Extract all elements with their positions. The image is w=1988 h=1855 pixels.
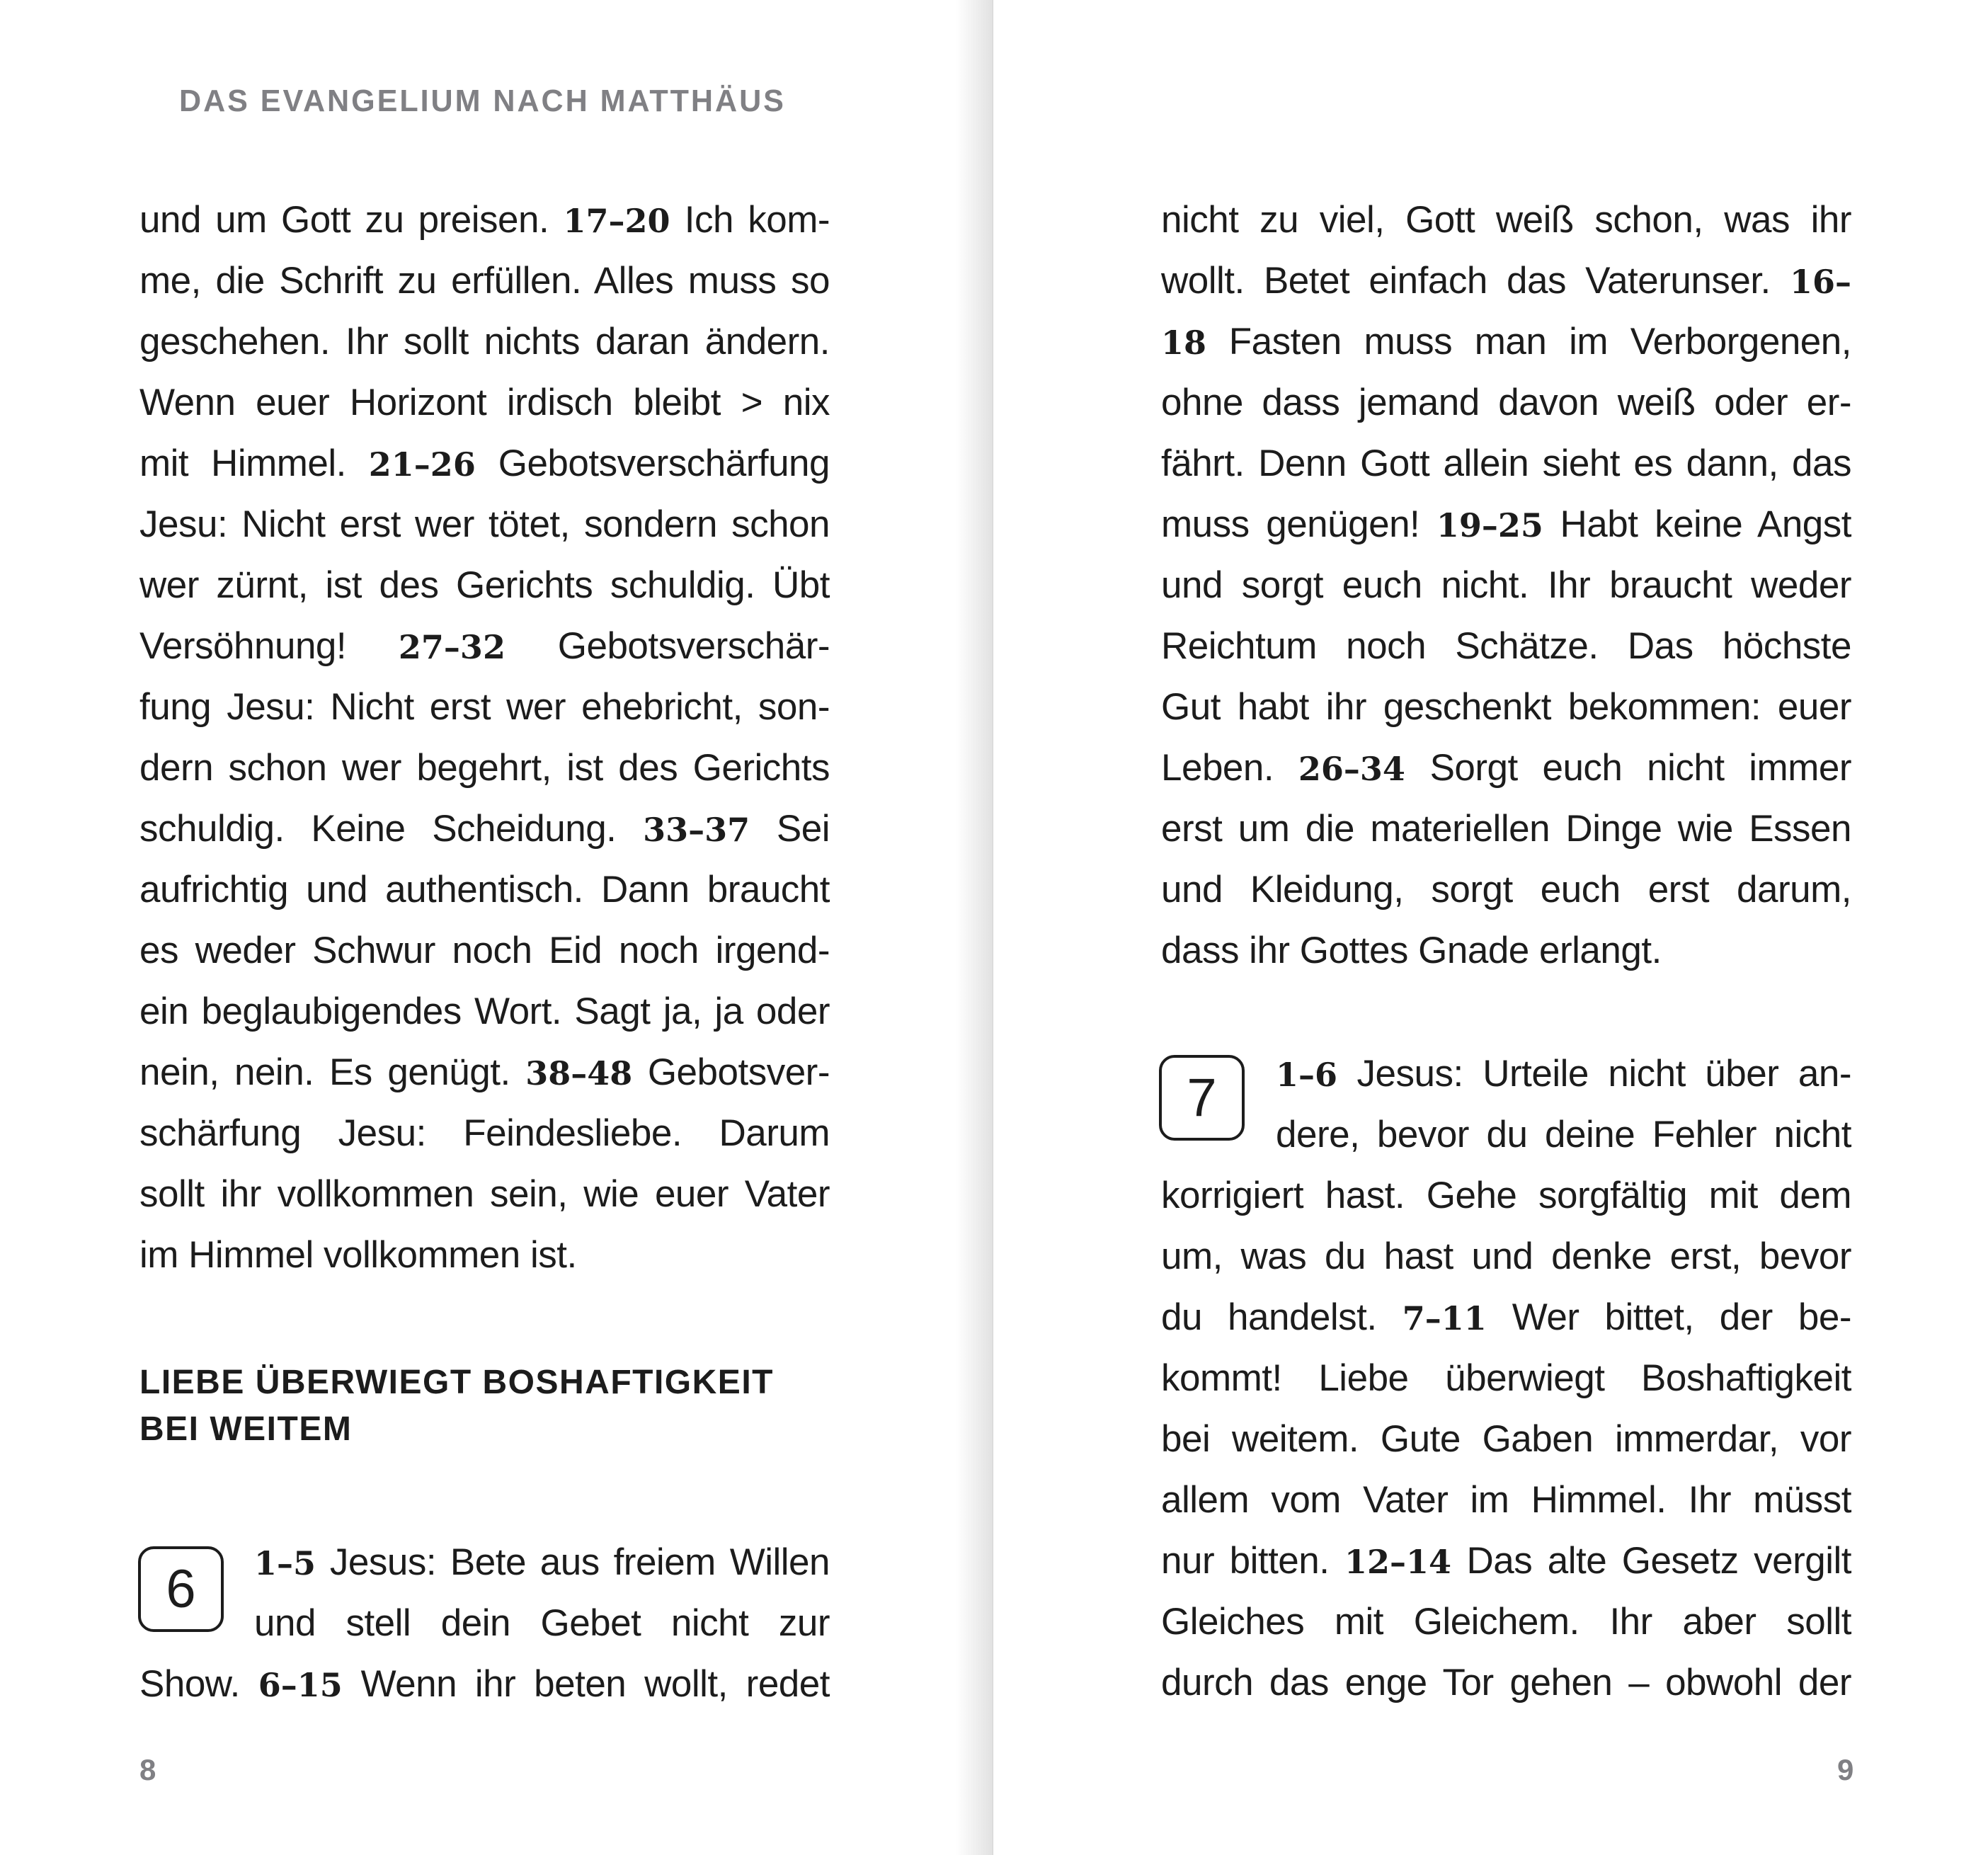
text-run: Sorgt euch nicht immer [1405, 747, 1851, 789]
text-run: wer zürnt, ist des Gerichts schuldig. Übt [139, 564, 830, 606]
text-run: nur bitten. [1161, 1540, 1344, 1582]
text-run: fung Jesu: Nicht erst wer ehebricht, son- [139, 686, 830, 728]
verse-number: 38–48 [525, 1054, 633, 1092]
verse-number: 33–37 [643, 811, 750, 849]
text-run: nicht zu viel, Gott weiß schon, was ihr [1161, 199, 1851, 241]
text-line [139, 860, 830, 920]
text-run: Reichtum noch Schätze. Das höchste [1161, 625, 1851, 667]
text-line [139, 1654, 830, 1715]
text-run: me, die Schrift zu erfüllen. Alles muss so [139, 260, 830, 302]
text-line [1161, 1165, 1851, 1226]
text-line [1161, 1531, 1851, 1592]
verse-number: 7–11 [1402, 1299, 1487, 1337]
verse-number: 26–34 [1298, 750, 1405, 788]
text-line [1161, 372, 1851, 433]
text-line [1161, 312, 1851, 372]
text-line [139, 1103, 830, 1164]
text-line [139, 494, 830, 555]
left-page [0, 0, 993, 1855]
text-run: sollt ihr vollkommen sein, wie euer Vater [139, 1173, 830, 1215]
text-line [1161, 677, 1851, 738]
text-run: Wenn euer Horizont irdisch bleibt > nix [139, 382, 830, 423]
section-heading-line-2: BEI WEITEM [139, 1410, 353, 1448]
text-line [1161, 799, 1851, 860]
text-run: Gebotsverschärfung [475, 443, 830, 484]
page-number: 9 [1837, 1753, 1854, 1786]
text-line [139, 738, 830, 799]
text-run: ohne dass jemand davon weiß oder er- [1161, 382, 1851, 423]
text-run: mit Himmel. [139, 443, 369, 484]
verse-number: 21–26 [368, 445, 476, 484]
text-line [1161, 494, 1851, 555]
running-head: DAS EVANGELIUM NACH MATTHÄUS [179, 84, 786, 118]
text-line [139, 251, 830, 312]
chapter-number: 7 [1187, 1068, 1217, 1128]
text-run: Fasten muss man im Verborgenen, [1206, 321, 1851, 363]
text-run: Jesu: Nicht erst wer tötet, sondern schon [139, 503, 830, 545]
text-run: Wenn ihr beten wollt, redet [342, 1663, 830, 1705]
text-line [1161, 1470, 1851, 1531]
text-line [139, 1042, 830, 1103]
text-line [1161, 190, 1851, 251]
text-run: aufrichtig und authentisch. Dann braucht [139, 869, 830, 911]
text-line [1161, 1348, 1851, 1409]
text-run: Habt keine Angst [1543, 503, 1851, 545]
text-line [1161, 555, 1851, 616]
text-run: Show. [139, 1663, 258, 1705]
text-line [139, 433, 830, 494]
text-line [1161, 738, 1851, 799]
text-line [139, 190, 830, 251]
text-run: im Himmel vollkommen ist. [139, 1234, 577, 1276]
section-heading-line-1: LIEBE ÜBERWIEGT BOSHAFTIGKEIT [139, 1364, 774, 1401]
text-line [139, 1225, 830, 1286]
section-heading [139, 1359, 774, 1453]
text-line [254, 1532, 830, 1593]
text-run: fährt. Denn Gott allein sieht es dann, das [1161, 443, 1851, 484]
text-run: Versöhnung! [139, 625, 399, 667]
text-run: Gut habt ihr geschenkt bekommen: euer [1161, 686, 1851, 728]
chapter-number: 6 [166, 1559, 196, 1619]
text-run: Gebotsverschär- [505, 625, 830, 667]
verse-number: 18 [1161, 324, 1207, 362]
verse-number: 27–32 [398, 628, 505, 666]
verse-number: 1–6 [1276, 1056, 1338, 1094]
text-line [1161, 1653, 1851, 1713]
text-line [139, 616, 830, 677]
text-run: Leben. [1161, 747, 1298, 789]
verse-number: 16– [1789, 263, 1851, 301]
text-line [1276, 1105, 1851, 1165]
text-line [1161, 860, 1851, 920]
gutter-shadow-left [956, 0, 993, 1855]
text-line [139, 799, 830, 860]
text-line [1276, 1044, 1851, 1105]
text-line [139, 920, 830, 981]
text-run: Wer bittet, der be- [1486, 1296, 1851, 1338]
text-line [139, 981, 830, 1042]
text-line [1161, 616, 1851, 677]
text-run: schärfung Jesu: Feindesliebe. Darum [139, 1112, 830, 1154]
text-run: ein beglaubigendes Wort. Sagt ja, ja oder [139, 991, 830, 1032]
text-run: erst um die materiellen Dinge wie Essen [1161, 808, 1851, 850]
text-line [1161, 1592, 1851, 1653]
text-run: durch das enge Tor gehen – obwohl der [1161, 1662, 1851, 1703]
text-run: und sorgt euch nicht. Ihr braucht weder [1161, 564, 1851, 606]
text-run: um, was du hast und denke erst, bevor [1161, 1235, 1851, 1277]
text-run: dere, bevor du deine Fehler nicht [1276, 1114, 1851, 1155]
text-run: Sei [750, 808, 830, 850]
text-run: bei weitem. Gute Gaben immerdar, vor [1161, 1418, 1851, 1460]
text-line [1161, 1226, 1851, 1287]
text-line [1161, 251, 1851, 312]
text-run: und um Gott zu preisen. [139, 199, 564, 241]
chapter-number-box [1159, 1055, 1245, 1141]
text-run: nein, nein. Es genügt. [139, 1051, 526, 1093]
text-run: du handelst. [1161, 1296, 1403, 1338]
text-run: es weder Schwur noch Eid noch irgend- [139, 930, 830, 971]
text-line [139, 1164, 830, 1225]
text-run: kommt! Liebe überwiegt Boshaftigkeit [1161, 1357, 1851, 1399]
text-line [139, 555, 830, 616]
text-run: und Kleidung, sorgt euch erst darum, [1161, 869, 1851, 911]
text-run: Jesus: Urteile nicht über an- [1337, 1053, 1851, 1095]
text-line [139, 312, 830, 372]
text-run: muss genügen! [1161, 503, 1436, 545]
text-run: Das alte Gesetz vergilt [1451, 1540, 1851, 1582]
text-run: allem vom Vater im Himmel. Ihr müsst [1161, 1479, 1851, 1521]
text-line [1161, 1409, 1851, 1470]
verse-number: 17–20 [563, 202, 670, 240]
text-line [139, 372, 830, 433]
text-run: schuldig. Keine Scheidung. [139, 808, 644, 850]
text-run: wollt. Betet einfach das Vaterunser. [1161, 260, 1790, 302]
text-line [1161, 1287, 1851, 1348]
text-run: und stell dein Gebet nicht zur [254, 1602, 830, 1644]
page-number: 8 [139, 1753, 156, 1786]
text-run: dern schon wer begehrt, ist des Gerichts [139, 747, 830, 789]
text-line [254, 1593, 830, 1654]
text-run: Gleiches mit Gleichem. Ihr aber sollt [1161, 1601, 1851, 1643]
text-run: Gebotsver- [632, 1051, 830, 1093]
text-run: Ich kom- [670, 199, 830, 241]
text-run: geschehen. Ihr sollt nichts daran ändern. [139, 321, 830, 363]
verse-number: 6–15 [258, 1666, 343, 1704]
chapter-number-box [138, 1546, 224, 1632]
text-line [1161, 920, 1851, 981]
verse-number: 12–14 [1344, 1543, 1452, 1581]
verse-number: 19–25 [1436, 506, 1543, 544]
verse-number: 1–5 [254, 1544, 316, 1582]
text-run: korrigiert hast. Gehe sorgfältig mit dem [1161, 1175, 1851, 1216]
text-line [139, 677, 830, 738]
text-run: Jesus: Bete aus freiem Willen [316, 1541, 830, 1583]
text-run: dass ihr Gottes Gnade erlangt. [1161, 930, 1662, 971]
text-line [1161, 433, 1851, 494]
